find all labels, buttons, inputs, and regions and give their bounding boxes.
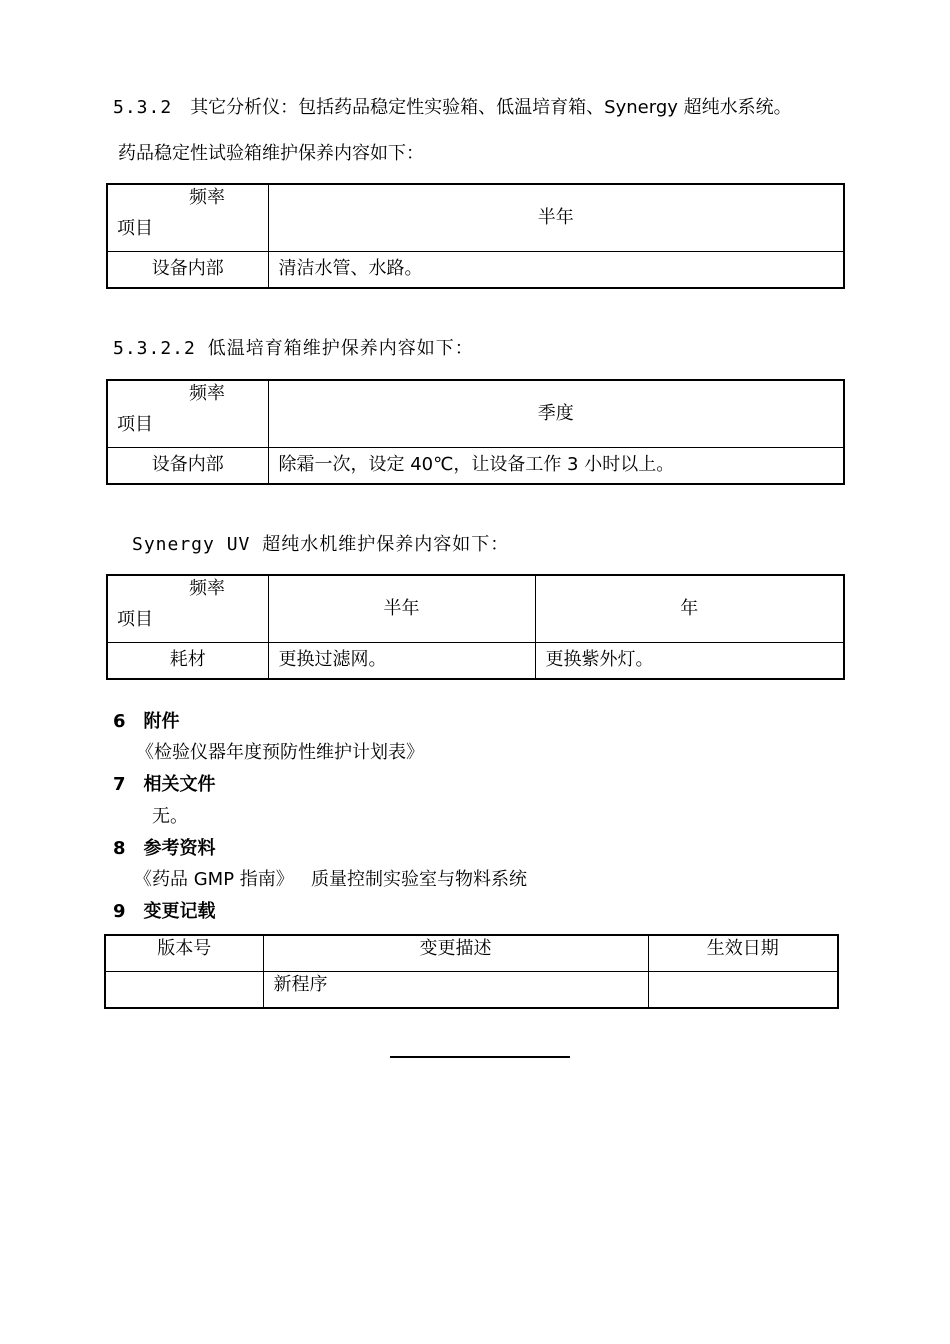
- section-9-title: 变更记载: [143, 901, 216, 922]
- item-label: 项目: [117, 609, 153, 630]
- section-6-body: 《检验仪器年度预防性维护计划表》: [136, 742, 424, 763]
- incubator-row-item: 设备内部: [107, 447, 268, 484]
- section-532-text: 其它分析仪：包括药品稳定性实验箱、低温培育箱、Synergy 超纯水系统。: [190, 97, 792, 118]
- end-rule: [390, 1056, 570, 1058]
- incubator-intro: 5.3.2.2 低温培育箱维护保养内容如下：: [113, 338, 474, 359]
- row-description: 新程序: [263, 971, 648, 1008]
- stability-row-item: 设备内部: [107, 251, 268, 288]
- change-record-table: [104, 934, 839, 1009]
- section-9-number: 9: [113, 901, 126, 922]
- frequency-label: 频率: [189, 383, 225, 404]
- incubator-col-quarter: 季度: [268, 380, 844, 447]
- section-7-heading: [113, 774, 216, 796]
- synergy-table: [106, 574, 845, 680]
- incubator-row-value: 除霜一次，设定 40℃，让设备工作 3 小时以上。: [268, 447, 844, 484]
- item-label: 项目: [117, 414, 153, 435]
- synergy-intro: Synergy UV 超纯水机维护保养内容如下：: [132, 534, 510, 555]
- stability-row-value: 清洁水管、水路。: [268, 251, 844, 288]
- synergy-row-value-1: 更换过滤网。: [268, 642, 535, 679]
- section-9-heading: [113, 901, 216, 923]
- synergy-col-halfyear: 半年: [268, 575, 535, 642]
- section-8-heading: [113, 838, 216, 860]
- stability-table: [106, 183, 845, 289]
- section-532-line: [113, 97, 792, 119]
- section-7-number: 7: [113, 774, 126, 795]
- header-effective-date: 生效日期: [648, 935, 838, 971]
- incubator-table: [106, 379, 845, 485]
- section-8-number: 8: [113, 838, 126, 859]
- section-532-number: 5.3.2: [113, 97, 173, 118]
- frequency-label: 频率: [189, 578, 225, 599]
- synergy-header-corner: [107, 575, 268, 642]
- stability-col-halfyear: 半年: [268, 184, 844, 251]
- item-label: 项目: [117, 218, 153, 239]
- section-6-heading: [113, 711, 180, 733]
- stability-header-corner: [107, 184, 268, 251]
- section-7-body: 无。: [152, 806, 188, 827]
- row-effective-date: [648, 971, 838, 1008]
- section-6-number: 6: [113, 711, 126, 732]
- section-8-title: 参考资料: [143, 838, 216, 859]
- synergy-row-item: 耗材: [107, 642, 268, 679]
- section-6-title: 附件: [143, 711, 180, 732]
- row-version: [105, 971, 263, 1008]
- stability-intro: 药品稳定性试验箱维护保养内容如下：: [118, 143, 424, 164]
- section-7-title: 相关文件: [143, 774, 216, 795]
- section-8-body: 《药品 GMP 指南》 质量控制实验室与物料系统: [134, 869, 527, 890]
- header-version: 版本号: [105, 935, 263, 971]
- synergy-row-value-2: 更换紫外灯。: [535, 642, 844, 679]
- frequency-label: 频率: [189, 187, 225, 208]
- synergy-col-year: 年: [535, 575, 844, 642]
- incubator-header-corner: [107, 380, 268, 447]
- header-description: 变更描述: [263, 935, 648, 971]
